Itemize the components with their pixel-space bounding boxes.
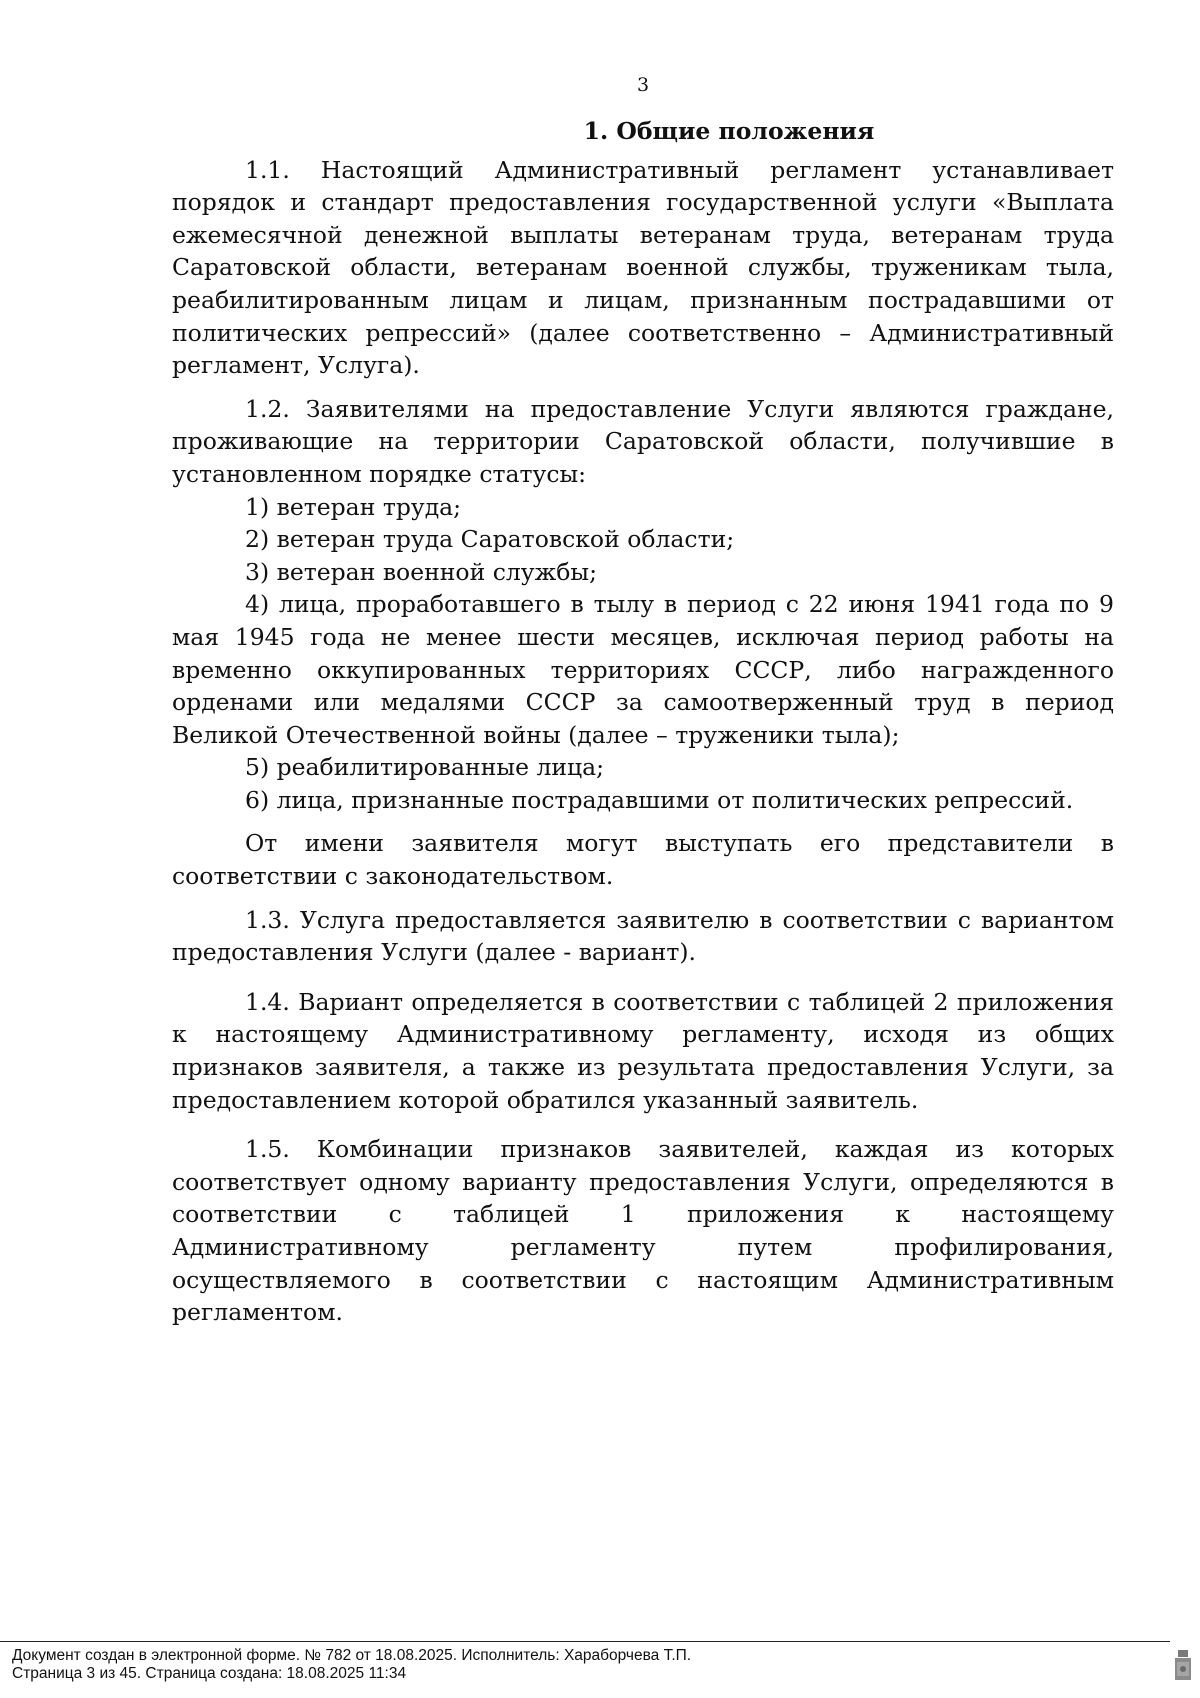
list-item: 5) реабилитированные лица;: [245, 753, 605, 782]
paragraph-1-2: 1.2. Заявителями на предоставление Услуги являются граждане, проживающие на территории Саратовской области, получившие в установленном порядке статусы:: [172, 394, 1114, 488]
footer-line-1: Документ создан в электронной форме. № 782 от 18.08.2025. Исполнитель: Хараборчева Т.П.: [12, 1647, 692, 1664]
page-number: 3: [636, 74, 650, 96]
list-item: 2) ветеран труда Саратовской области;: [245, 525, 735, 554]
paragraph-1-5: 1.5. Комбинации признаков заявителей, каждая из которых соответствует одному варианту предоставления Услуги, определяются в соответствии с таблицей 1 приложения к настоящему Административному регламенту путем профилирования, осуществляемого в соответствии с настоящим Административным регламентом.: [172, 1135, 1114, 1327]
list-item: 6) лица, признанные пострадавшими от политических репрессий.: [245, 785, 1074, 814]
paragraph-1-1: 1.1. Настоящий Административный регламент устанавливает порядок и стандарт предоставления государственной услуги «Выплата ежемесячной денежной выплаты ветеранам труда, ветеранам труда Саратовской области, ветеранам военной службы, труженикам тыла, реабилитированным лицам и лицам, признанным пострадавшими от политических репрессий» (далее соответственно – Административный регламент, Услуга).: [172, 155, 1114, 380]
list-item: 4) лица, проработавшего в тылу в период с 22 июня 1941 года по 9 мая 1945 года не менее шести месяцев, исключая период работы на временно оккупированных территориях СССР, либо награжденного орденами или медалями СССР за самоотверженный труд в период Великой Отечественной войны (далее – труженики тыла);: [172, 590, 1114, 749]
document-body: [172, 115, 1114, 1329]
list-item: 3) ветеран военной службы;: [245, 557, 598, 586]
paragraph-representatives: От имени заявителя могут выступать его представители в соответствии с законодательством.: [172, 829, 1114, 891]
list-item: 1) ветеран труда;: [245, 492, 462, 521]
footer-line-2: Страница 3 из 45. Страница создана: 18.08.2025 11:34: [12, 1665, 407, 1682]
paragraph-1-3: 1.3. Услуга предоставляется заявителю в соответствии с вариантом предоставления Услуги (далее - вариант).: [172, 905, 1114, 967]
paragraph-1-4: 1.4. Вариант определяется в соответствии с таблицей 2 приложения к настоящему Административному регламенту, исходя из общих признаков заявителя, а также из результата предоставления Услуги, за предоставлением которой обратился указанный заявитель.: [172, 987, 1114, 1114]
document-footer: [12, 1647, 691, 1683]
coat-of-arms-icon: [1172, 1648, 1194, 1684]
section-title: 1. Общие положения: [583, 117, 875, 145]
footer-divider: [0, 1641, 1170, 1642]
